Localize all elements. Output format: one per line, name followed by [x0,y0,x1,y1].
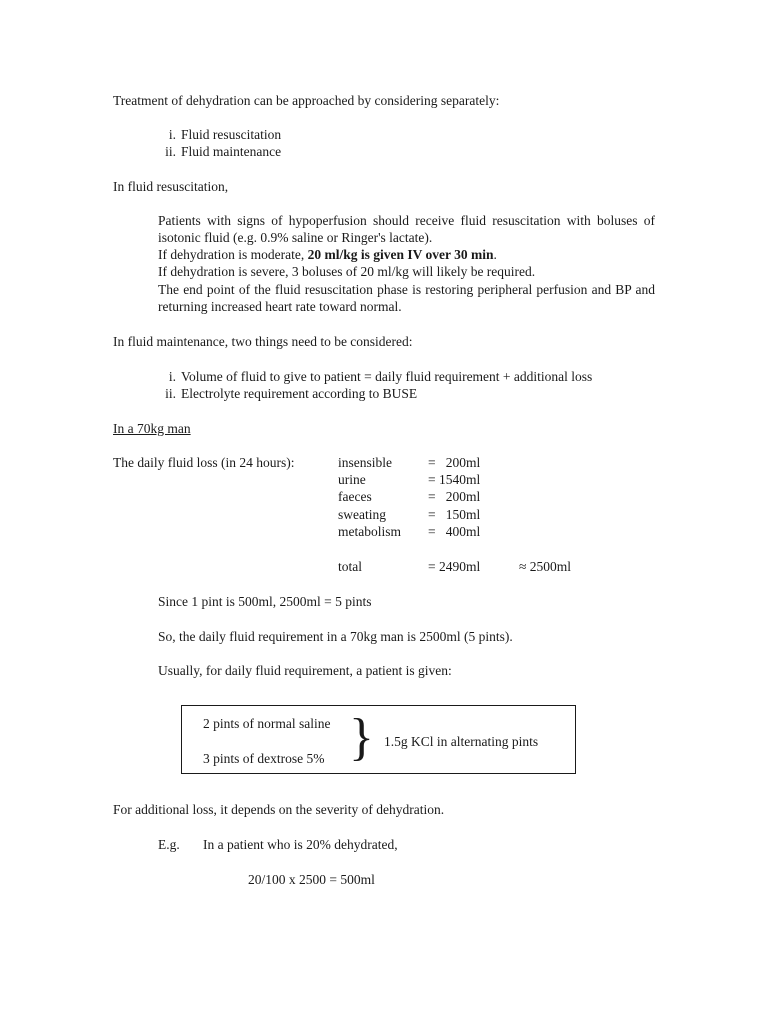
example-label: E.g. [158,837,180,852]
total-label: total [338,559,362,574]
daily-requirement: So, the daily fluid requirement in a 70kg man is 2500ml (5 pints). [158,629,513,644]
resuscitation-endpoint: The end point of the fluid resuscitation phase is restoring peripheral perfusion and BP and returning increased heart rate toward normal. [158,282,655,314]
list-item-number: ii. [165,144,176,159]
list-item-number: i. [168,127,176,142]
calculation-line: 20/100 x 2500 = 500ml [248,872,375,887]
list-item-number: ii. [165,386,176,401]
loss-item-name: sweating [338,507,386,522]
list-item: Fluid maintenance [181,144,282,159]
loss-item-name: urine [338,472,366,487]
usually-text: Usually, for daily fluid requirement, a patient is given: [158,663,452,678]
total-approx: ≈ 2500ml [519,559,572,574]
saline-line: 2 pints of normal saline [203,716,331,731]
dextrose-line: 3 pints of dextrose 5% [203,751,325,766]
maintenance-heading: In fluid maintenance, two things need to be considered: [113,334,413,349]
severe-dehydration-line: If dehydration is severe, 3 boluses of 20 ml/kg will likely be required. [158,264,536,279]
loss-item-value: = 400ml [428,524,481,539]
list-item: Volume of fluid to give to patient = daily fluid requirement + additional loss [181,369,593,384]
loss-item-name: insensible [338,455,392,470]
additional-loss-text: For additional loss, it depends on the severity of dehydration. [113,802,445,817]
loss-item-name: metabolism [338,524,401,539]
resuscitation-heading: In fluid resuscitation, [113,179,229,194]
loss-item-value: = 200ml [428,489,481,504]
brace-symbol: } [349,709,374,766]
kcl-note: 1.5g KCl in alternating pints [384,734,539,749]
moderate-dehydration-line: If dehydration is moderate, 20 ml/kg is given IV over 30 min. [158,247,497,262]
list-item: Fluid resuscitation [181,127,282,142]
loss-item-value: = 200ml [428,455,481,470]
total-value: = 2490ml [428,559,481,574]
list-item: Electrolyte requirement according to BUSE [181,386,418,401]
moderate-dose-emphasis: 20 ml/kg is given IV over 30 min [307,247,494,262]
intro-text: Treatment of dehydration can be approached by considering separately: [113,93,500,108]
resuscitation-paragraph: Patients with signs of hypoperfusion should receive fluid resuscitation with boluses of isotonic fluid (e.g. 0.9% saline or Ringer's lactate). [158,213,655,245]
loss-item-name: faeces [338,489,372,504]
example-text: In a patient who is 20% dehydrated, [203,837,398,852]
seventy-kg-heading: In a 70kg man [113,421,191,436]
list-item-number: i. [168,369,176,384]
fluid-loss-label: The daily fluid loss (in 24 hours): [113,455,295,470]
loss-item-value: = 1540ml [428,472,481,487]
loss-item-value: = 150ml [428,507,481,522]
pint-conversion: Since 1 pint is 500ml, 2500ml = 5 pints [158,594,372,609]
